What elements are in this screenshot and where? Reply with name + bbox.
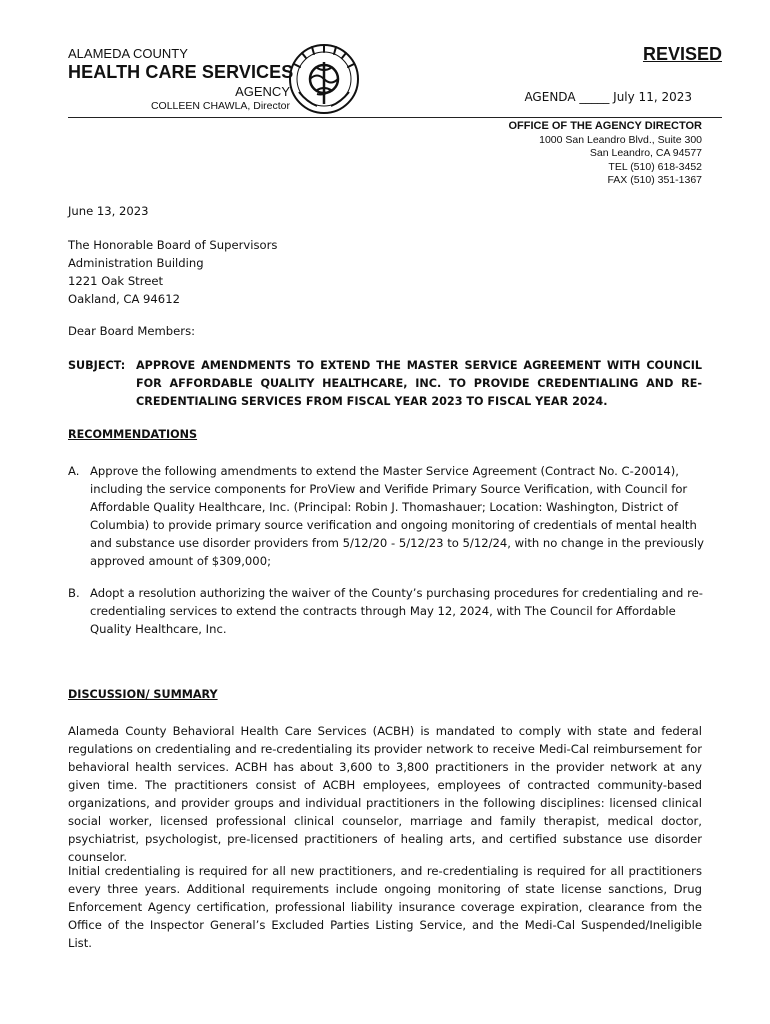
office-phone: TEL (510) 618-3452 (608, 160, 702, 173)
department-name: HEALTH CARE SERVICES (68, 62, 294, 82)
recipient-line: Oakland, CA 94612 (68, 292, 180, 306)
recommendations-heading: RECOMMENDATIONS (68, 428, 198, 441)
recommendation-item (68, 584, 704, 638)
office-address-line: San Leandro, CA 94577 (589, 147, 702, 159)
recipient-line: Administration Building (68, 256, 204, 270)
office-title: OFFICE OF THE AGENCY DIRECTOR (508, 120, 702, 132)
office-address-line: 1000 San Leandro Blvd., Suite 300 (539, 133, 702, 146)
recommendation-text: Approve the following amendments to extend the Master Service Agreement (Contract No. C-20014), including the service components for ProView and Verifide Primary Source Verification, with Council for Affordable Quality Healthcare, Inc. (Principal: Robin J. Thomashauer; Location: Washington, District of Columbia) to provide primary source verification and ongoing monitoring of credentials of mental health and substance use disorder providers from 5/12/20 - 5/12/23 to 5/12/24, with no change in the previously approved amount of $309,000; (90, 464, 704, 568)
discussion-paragraph: Initial credentialing is required for all new practitioners, and re-credentialing is required for all practitioners every three years. Additional requirements include ongoing monitoring of state license sanctions, Drug Enforcement Agency certification, professional liability insurance coverage expiration, clearance from the Office of the Inspector General’s Excluded Parties Listing Service, and the Medi-Cal Suspended/Ineligible List. (68, 864, 702, 950)
county-name: ALAMEDA COUNTY (68, 46, 188, 61)
recommendation-label: B. (68, 586, 80, 600)
recommendation-text: Adopt a resolution authorizing the waiver of the County’s purchasing procedures for credentialing and re-credentialing services to extend the contracts through May 12, 2024, with The Council for Affordable Quality Healthcare, Inc. (90, 586, 703, 636)
agency-label: AGENCY (235, 84, 290, 99)
agenda-date: AGENDA _____ July 11, 2023 (524, 90, 692, 104)
office-fax: FAX (510) 351-1367 (607, 174, 702, 186)
agency-seal-logo-icon (287, 42, 361, 116)
subject-text: APPROVE AMENDMENTS TO EXTEND THE MASTER SERVICE AGREEMENT WITH COUNCIL FOR AFFORDABLE QUALITY HEALTHCARE, INC. TO PROVIDE CREDENTIALING AND RE-CREDENTIALING SERVICES FROM FISCAL YEAR 2023 TO FISCAL YEAR 2024. (136, 359, 702, 408)
discussion-paragraph: Alameda County Behavioral Health Care Services (ACBH) is mandated to comply with state and federal regulations on credentialing and re-credentialing its provider network to receive Medi-Cal reimbursement for behavioral health services. ACBH has about 3,600 to 3,800 practitioners in the provider network at any given time. The practitioners consist of ACBH employees, employees of contracted community-based organizations, and provider groups and individual practitioners in the following disciplines: licensed clinical social worker, licensed professional clinical counselor, marriage and family therapist, medical doctor, psychiatrist, psychologist, pre-licensed practitioners of healing arts, and certified substance use disorder counselor. (68, 724, 702, 864)
subject-label: SUBJECT: (68, 359, 126, 372)
revised-label: REVISED (642, 44, 722, 64)
header-divider (68, 117, 722, 118)
recommendation-item (68, 462, 704, 570)
discussion-heading: DISCUSSION/ SUMMARY (68, 688, 218, 701)
salutation: Dear Board Members: (68, 324, 196, 338)
letter-date: June 13, 2023 (68, 204, 149, 218)
recipient-line: 1221 Oak Street (68, 274, 164, 288)
office-address-block (508, 120, 702, 188)
recommendation-label: A. (68, 464, 80, 478)
recipient-line: The Honorable Board of Supervisors (68, 238, 278, 252)
recipient-address (68, 236, 277, 308)
director-name: COLLEEN CHAWLA, Director (150, 100, 290, 112)
